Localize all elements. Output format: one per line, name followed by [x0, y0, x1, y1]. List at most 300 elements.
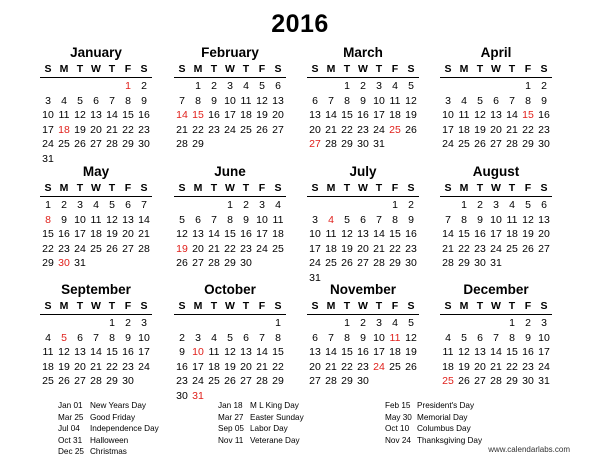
- weekday-label: F: [258, 63, 266, 75]
- weekday-label: T: [242, 182, 250, 194]
- day-cell: 7: [141, 199, 147, 211]
- day-cell: 14: [138, 213, 150, 226]
- day-cell: 24: [538, 360, 550, 373]
- day-cell: 29: [42, 257, 54, 269]
- day-cell: 7: [493, 331, 499, 344]
- day-cell: 25: [240, 123, 252, 136]
- day-cell: 16: [474, 228, 486, 240]
- day-cell: 2: [477, 199, 483, 211]
- day-cell: 5: [477, 94, 483, 107]
- day-cell: 22: [106, 360, 118, 373]
- day-cell: 20: [474, 360, 486, 373]
- day-cell: 14: [506, 109, 518, 121]
- day-cell: 29: [224, 257, 236, 269]
- day-cell: 17: [42, 123, 54, 136]
- day-cell: 9: [360, 94, 366, 107]
- empty-cell: [323, 316, 339, 331]
- day-cell: 5: [179, 213, 185, 226]
- day-cell: 12: [106, 213, 118, 226]
- weekday-label: S: [178, 300, 186, 312]
- day-cell: 10: [42, 109, 54, 121]
- day-cell: 18: [458, 123, 470, 136]
- month-name: September: [61, 282, 131, 297]
- day-cell: 8: [195, 94, 201, 107]
- weekday-label: W: [225, 182, 235, 194]
- weekday-label: S: [444, 300, 452, 312]
- day-cell: 26: [74, 138, 86, 150]
- day-cell: 3: [376, 80, 382, 92]
- day-cell: 6: [125, 199, 131, 211]
- day-grid: [440, 198, 552, 271]
- day-cell: 5: [77, 94, 83, 107]
- day-cell: 21: [138, 228, 150, 240]
- day-cell: 23: [357, 123, 369, 136]
- day-cell: 29: [522, 138, 534, 150]
- day-cell: 14: [90, 346, 102, 358]
- empty-cell: [88, 316, 104, 331]
- day-cell: 14: [208, 228, 220, 240]
- weekday-label: T: [210, 182, 218, 194]
- day-cell: 8: [344, 331, 350, 344]
- day-cell: 3: [259, 199, 265, 211]
- weekday-label: S: [140, 63, 148, 75]
- day-cell: 26: [256, 123, 268, 136]
- day-cell: 8: [461, 213, 467, 226]
- holiday-entry: [58, 435, 218, 447]
- weekday-header: [174, 299, 286, 315]
- day-cell: 6: [477, 331, 483, 344]
- empty-cell: [72, 79, 88, 94]
- day-cell: 19: [341, 242, 353, 255]
- day-cell: 27: [90, 138, 102, 150]
- day-cell: 20: [490, 123, 502, 136]
- day-cell: 7: [109, 94, 115, 107]
- empty-cell: [40, 316, 56, 331]
- day-cell: 25: [506, 242, 518, 255]
- holiday-date: Feb 15: [385, 401, 411, 410]
- day-cell: 2: [125, 317, 131, 329]
- day-cell: 23: [405, 242, 417, 255]
- day-cell: 3: [195, 331, 201, 344]
- day-cell: 1: [227, 199, 233, 211]
- weekday-header: [174, 181, 286, 197]
- empty-cell: [40, 79, 56, 94]
- day-cell: 14: [325, 109, 337, 121]
- day-cell: 21: [176, 123, 188, 136]
- weekday-label: M: [193, 182, 203, 194]
- holiday-day-cell: 14: [176, 109, 188, 121]
- day-cell: 6: [93, 94, 99, 107]
- holiday-entry: [218, 435, 378, 447]
- day-cell: 12: [74, 109, 86, 121]
- day-cell: 25: [208, 375, 220, 387]
- month-name: January: [70, 45, 122, 60]
- day-cell: 16: [208, 109, 220, 121]
- weekday-label: T: [508, 63, 516, 75]
- day-cell: 29: [192, 138, 204, 150]
- day-cell: 12: [341, 228, 353, 240]
- weekday-label: T: [210, 63, 218, 75]
- weekday-label: F: [524, 63, 532, 75]
- day-cell: 31: [42, 152, 54, 165]
- weekday-label: S: [44, 63, 52, 75]
- holiday-date: Oct 31: [58, 435, 83, 445]
- day-cell: 29: [389, 257, 401, 269]
- day-cell: 11: [442, 346, 454, 358]
- weekday-label: M: [459, 63, 469, 75]
- day-cell: 6: [541, 199, 547, 211]
- day-cell: 21: [442, 242, 454, 255]
- day-cell: 4: [61, 94, 67, 107]
- day-cell: 2: [141, 80, 147, 92]
- empty-cell: [238, 316, 254, 331]
- month-july: [307, 163, 419, 285]
- day-cell: 26: [106, 242, 118, 255]
- holiday-name: Independence Day: [90, 424, 159, 433]
- weekday-label: S: [407, 63, 415, 75]
- holiday-column: [385, 400, 545, 446]
- empty-cell: [488, 79, 504, 94]
- day-cell: 9: [211, 94, 217, 107]
- day-cell: 28: [256, 375, 268, 387]
- day-cell: 22: [341, 123, 353, 136]
- weekday-label: S: [178, 182, 186, 194]
- day-cell: 24: [74, 242, 86, 255]
- day-cell: 4: [243, 80, 249, 92]
- day-cell: 1: [525, 80, 531, 92]
- day-cell: 21: [106, 123, 118, 136]
- day-cell: 12: [458, 346, 470, 358]
- day-cell: 11: [272, 213, 284, 226]
- day-cell: 19: [106, 228, 118, 240]
- day-cell: 27: [309, 375, 321, 387]
- day-cell: 4: [392, 317, 398, 329]
- empty-cell: [174, 79, 190, 94]
- month-february: [174, 44, 286, 152]
- weekday-label: M: [326, 63, 336, 75]
- day-cell: 6: [77, 331, 83, 344]
- day-cell: 12: [256, 94, 268, 107]
- day-cell: 28: [90, 375, 102, 387]
- day-cell: 17: [373, 346, 385, 358]
- day-cell: 16: [122, 346, 134, 358]
- weekday-label: S: [540, 300, 548, 312]
- day-cell: 6: [195, 213, 201, 226]
- month-name: July: [349, 164, 377, 179]
- day-cell: 1: [344, 317, 350, 329]
- day-cell: 23: [176, 375, 188, 387]
- empty-cell: [88, 79, 104, 94]
- weekday-label: T: [343, 300, 351, 312]
- day-cell: 4: [392, 80, 398, 92]
- day-cell: 28: [442, 257, 454, 269]
- day-cell: 3: [312, 213, 318, 226]
- day-cell: 26: [176, 257, 188, 269]
- day-cell: 6: [243, 331, 249, 344]
- footer-url[interactable]: www.calendarlabs.com: [488, 445, 570, 454]
- day-cell: 23: [122, 360, 134, 373]
- day-cell: 12: [176, 228, 188, 240]
- day-cell: 8: [344, 94, 350, 107]
- holiday-day-cell: 11: [389, 331, 401, 344]
- weekday-label: S: [44, 182, 52, 194]
- day-cell: 22: [192, 123, 204, 136]
- holiday-date: Mar 27: [218, 412, 244, 422]
- holiday-name: Easter Sunday: [250, 412, 304, 422]
- day-cell: 2: [408, 199, 414, 211]
- day-cell: 24: [373, 123, 385, 136]
- holiday-entry: [385, 400, 545, 412]
- weekday-label: S: [407, 182, 415, 194]
- day-grid: [440, 79, 552, 152]
- holiday-day-cell: 25: [389, 123, 401, 136]
- day-cell: 13: [309, 346, 321, 358]
- day-cell: 6: [275, 80, 281, 92]
- day-grid: [307, 316, 419, 389]
- day-cell: 28: [106, 138, 118, 150]
- holiday-name: Christmas: [90, 447, 127, 456]
- day-cell: 17: [442, 123, 454, 136]
- holiday-day-cell: 19: [176, 242, 188, 255]
- day-cell: 9: [243, 213, 249, 226]
- day-cell: 23: [240, 242, 252, 255]
- day-cell: 1: [392, 199, 398, 211]
- day-cell: 25: [58, 138, 70, 150]
- day-cell: 15: [389, 228, 401, 240]
- day-cell: 20: [272, 109, 284, 121]
- day-cell: 30: [138, 138, 150, 150]
- day-cell: 10: [538, 331, 550, 344]
- weekday-label: T: [76, 300, 84, 312]
- empty-cell: [456, 316, 472, 331]
- day-cell: 18: [272, 228, 284, 240]
- holiday-date: May 30: [385, 412, 412, 422]
- day-cell: 16: [58, 228, 70, 240]
- day-cell: 16: [357, 346, 369, 358]
- empty-cell: [440, 316, 456, 331]
- weekday-header: [307, 181, 419, 197]
- weekday-label: W: [91, 63, 101, 75]
- day-cell: 25: [389, 360, 401, 373]
- day-cell: 10: [138, 331, 150, 344]
- weekday-header: [440, 299, 552, 315]
- month-name: October: [204, 282, 256, 297]
- holiday-entry: [218, 400, 378, 412]
- empty-cell: [323, 79, 339, 94]
- day-cell: 28: [208, 257, 220, 269]
- holiday-date: Jan 18: [218, 401, 243, 410]
- month-name: May: [82, 164, 110, 179]
- day-cell: 13: [240, 346, 252, 358]
- day-cell: 25: [458, 138, 470, 150]
- day-grid: [174, 198, 286, 271]
- day-cell: 23: [357, 360, 369, 373]
- day-cell: 12: [474, 109, 486, 121]
- weekday-header: [307, 299, 419, 315]
- weekday-label: T: [76, 182, 84, 194]
- day-cell: 19: [58, 360, 70, 373]
- day-cell: 23: [474, 242, 486, 255]
- empty-cell: [190, 316, 206, 331]
- holiday-column: [58, 400, 218, 458]
- day-cell: 12: [224, 346, 236, 358]
- weekday-header: [174, 62, 286, 78]
- weekday-label: T: [343, 182, 351, 194]
- day-cell: 22: [42, 242, 54, 255]
- day-cell: 7: [211, 213, 217, 226]
- day-cell: 22: [522, 123, 534, 136]
- weekday-label: T: [375, 63, 383, 75]
- day-cell: 1: [275, 317, 281, 329]
- day-cell: 3: [45, 94, 51, 107]
- empty-cell: [206, 198, 222, 213]
- holiday-entry: [58, 423, 218, 435]
- day-grid: [307, 198, 419, 285]
- day-cell: 27: [490, 138, 502, 150]
- day-cell: 13: [74, 346, 86, 358]
- holiday-column: [218, 400, 378, 446]
- day-cell: 21: [373, 242, 385, 255]
- weekday-label: W: [491, 300, 501, 312]
- day-cell: 25: [42, 375, 54, 387]
- day-cell: 29: [506, 375, 518, 387]
- weekday-label: F: [258, 300, 266, 312]
- day-cell: 15: [224, 228, 236, 240]
- month-name: June: [214, 164, 246, 179]
- holiday-day-cell: 1: [125, 80, 131, 92]
- day-cell: 20: [240, 360, 252, 373]
- day-cell: 15: [272, 346, 284, 358]
- weekday-label: F: [391, 182, 399, 194]
- weekday-label: W: [91, 182, 101, 194]
- day-cell: 4: [509, 199, 515, 211]
- day-cell: 9: [477, 213, 483, 226]
- day-cell: 15: [106, 346, 118, 358]
- month-march: [307, 44, 419, 152]
- empty-cell: [307, 79, 323, 94]
- weekday-label: S: [274, 63, 282, 75]
- day-cell: 3: [77, 199, 83, 211]
- day-cell: 13: [538, 213, 550, 226]
- month-name: November: [329, 282, 397, 297]
- month-april: [440, 44, 552, 152]
- day-cell: 10: [490, 213, 502, 226]
- day-cell: 24: [138, 360, 150, 373]
- weekday-label: W: [358, 63, 368, 75]
- day-cell: 16: [240, 228, 252, 240]
- empty-cell: [472, 316, 488, 331]
- day-cell: 21: [208, 242, 220, 255]
- day-cell: 16: [176, 360, 188, 373]
- day-cell: 31: [373, 138, 385, 150]
- month-name: March: [343, 45, 383, 60]
- day-cell: 24: [224, 123, 236, 136]
- day-cell: 18: [42, 360, 54, 373]
- day-cell: 7: [179, 94, 185, 107]
- day-cell: 16: [405, 228, 417, 240]
- day-cell: 14: [325, 346, 337, 358]
- holiday-name: Good Friday: [90, 412, 136, 422]
- day-cell: 2: [360, 317, 366, 329]
- day-cell: 30: [357, 138, 369, 150]
- weekday-label: S: [311, 182, 319, 194]
- weekday-label: S: [407, 300, 415, 312]
- day-cell: 20: [122, 228, 134, 240]
- calendar-title: 2016: [271, 10, 329, 38]
- holiday-name: Memorial Day: [417, 412, 468, 422]
- day-cell: 11: [458, 109, 470, 121]
- day-cell: 2: [61, 199, 67, 211]
- weekday-label: F: [258, 182, 266, 194]
- weekday-header: [307, 62, 419, 78]
- empty-cell: [440, 79, 456, 94]
- day-cell: 6: [312, 331, 318, 344]
- day-cell: 28: [325, 138, 337, 150]
- day-grid: [40, 316, 152, 389]
- empty-cell: [174, 198, 190, 213]
- weekday-label: T: [508, 182, 516, 194]
- day-cell: 2: [179, 331, 185, 344]
- day-cell: 15: [341, 109, 353, 121]
- day-cell: 11: [325, 228, 337, 240]
- weekday-header: [440, 62, 552, 78]
- day-cell: 28: [325, 375, 337, 387]
- holiday-name: New Years Day: [90, 401, 146, 410]
- day-cell: 10: [442, 109, 454, 121]
- day-cell: 17: [138, 346, 150, 358]
- day-cell: 1: [109, 317, 115, 329]
- month-name: August: [472, 164, 520, 179]
- weekday-label: S: [540, 182, 548, 194]
- holiday-date: Nov 24: [385, 435, 411, 445]
- weekday-header: [40, 299, 152, 315]
- empty-cell: [371, 198, 387, 213]
- weekday-label: M: [459, 182, 469, 194]
- day-cell: 10: [373, 331, 385, 344]
- day-cell: 21: [90, 360, 102, 373]
- holiday-date: Mar 25: [58, 412, 84, 422]
- day-cell: 2: [541, 80, 547, 92]
- day-cell: 9: [360, 331, 366, 344]
- weekday-label: F: [391, 300, 399, 312]
- weekday-label: W: [491, 63, 501, 75]
- empty-cell: [355, 198, 371, 213]
- day-cell: 15: [42, 228, 54, 240]
- day-grid: [174, 79, 286, 152]
- day-cell: 20: [309, 360, 321, 373]
- day-cell: 9: [61, 213, 67, 226]
- day-cell: 24: [309, 257, 321, 269]
- month-name: February: [201, 45, 259, 60]
- month-october: [174, 281, 286, 403]
- day-cell: 18: [389, 109, 401, 121]
- day-cell: 7: [376, 213, 382, 226]
- day-cell: 7: [259, 331, 265, 344]
- day-cell: 28: [506, 138, 518, 150]
- weekday-label: S: [44, 300, 52, 312]
- day-cell: 24: [256, 242, 268, 255]
- day-cell: 11: [208, 346, 220, 358]
- holiday-day-cell: 4: [328, 213, 334, 226]
- day-cell: 14: [442, 228, 454, 240]
- weekday-label: M: [193, 300, 203, 312]
- holiday-name: Thanksgiving Day: [417, 435, 483, 445]
- day-cell: 8: [125, 94, 131, 107]
- holiday-day-cell: 8: [45, 213, 51, 226]
- day-cell: 9: [541, 94, 547, 107]
- weekday-label: S: [178, 63, 186, 75]
- weekday-label: M: [193, 63, 203, 75]
